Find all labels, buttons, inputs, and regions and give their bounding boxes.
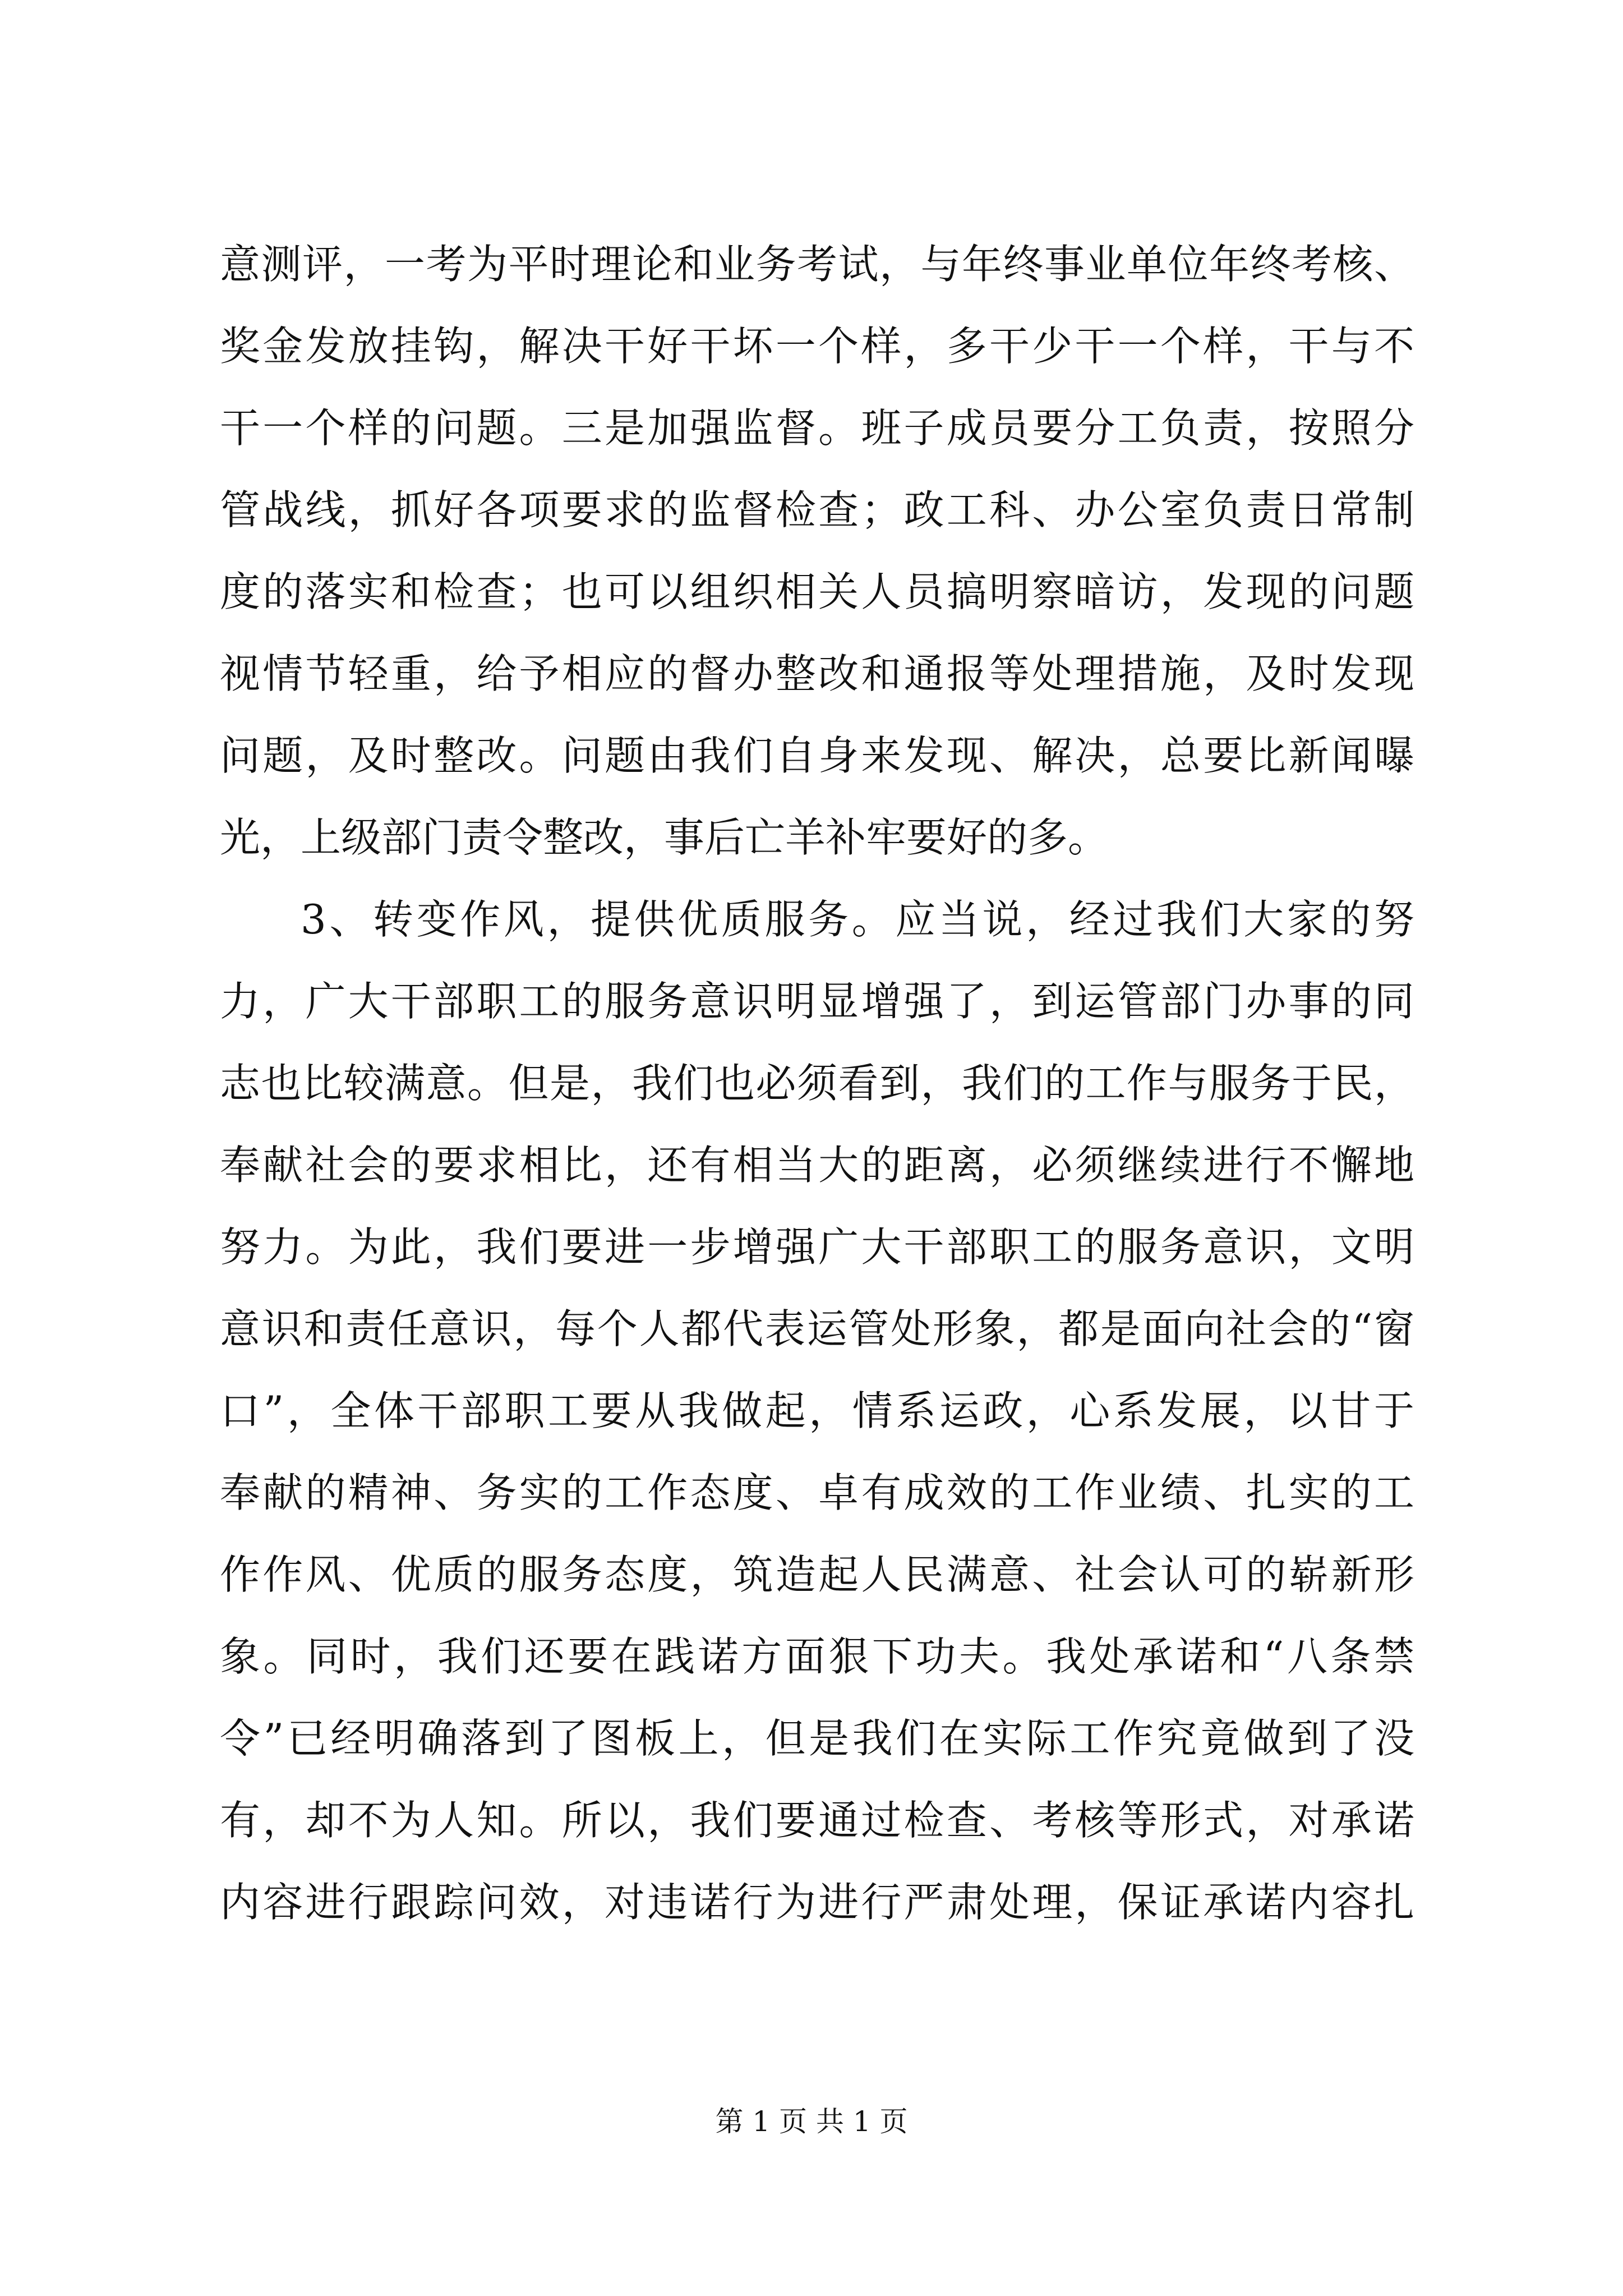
- text-line: 视情节轻重，给予相应的督办整改和通报等处理措施，及时发现: [220, 650, 1414, 697]
- text-line: 努力。为此，我们要进一步增强广大干部职工的服务意识，文明: [220, 1223, 1414, 1271]
- text-line: 有，却不为人知。所以，我们要通过检查、考核等形式，对承诺: [220, 1797, 1414, 1844]
- text-line: 志也比较满意。但是，我们也必须看到，我们的工作与服务于民，: [220, 1060, 1414, 1107]
- text-line: 内容进行跟踪问效，对违诺行为进行严肃处理，保证承诺内容扎: [220, 1879, 1414, 1926]
- text-line: 问题，及时整改。问题由我们自身来发现、解决，总要比新闻曝: [220, 732, 1414, 779]
- text-line: 干一个样的问题。三是加强监督。班子成员要分工负责，按照分: [220, 404, 1414, 452]
- text-line: 奉献的精神、务实的工作态度、卓有成效的工作业绩、扎实的工: [220, 1469, 1414, 1516]
- text-line: 力，广大干部职工的服务意识明显增强了，到运管部门办事的同: [220, 978, 1414, 1025]
- text-line: 奉献社会的要求相比，还有相当大的距离，必须继续进行不懈地: [220, 1142, 1414, 1189]
- text-line: 度的落实和检查；也可以组织相关人员搞明察暗访，发现的问题: [220, 568, 1414, 615]
- text-line: 奖金发放挂钩，解决干好干坏一个样，多干少干一个样，干与不: [220, 323, 1414, 370]
- text-line: 管战线，抓好各项要求的监督检查；政工科、办公室负责日常制: [220, 486, 1414, 533]
- text-line: 口”，全体干部职工要从我做起，情系运政，心系发展，以甘于: [220, 1387, 1414, 1434]
- text-line: 意测评，一考为平时理论和业务考试，与年终事业单位年终考核、: [220, 241, 1414, 288]
- document-body: [220, 223, 1414, 1943]
- text-line: 令”已经明确落到了图板上，但是我们在实际工作究竟做到了没: [220, 1715, 1414, 1762]
- text-line: 作作风、优质的服务态度，筑造起人民满意、社会认可的崭新形: [220, 1551, 1414, 1598]
- text-line: 意识和责任意识，每个人都代表运管处形象，都是面向社会的“窗: [220, 1305, 1414, 1352]
- text-line: 象。同时，我们还要在践诺方面狠下功夫。我处承诺和“八条禁: [220, 1633, 1414, 1680]
- page-number-footer: 第 1 页 共 1 页: [715, 2105, 908, 2138]
- text-line: 光，上级部门责令整改，事后亡羊补牢要好的多。: [220, 814, 1109, 861]
- paragraph-start-line: 3、转变作风，提供优质服务。应当说，经过我们大家的努: [301, 896, 1414, 943]
